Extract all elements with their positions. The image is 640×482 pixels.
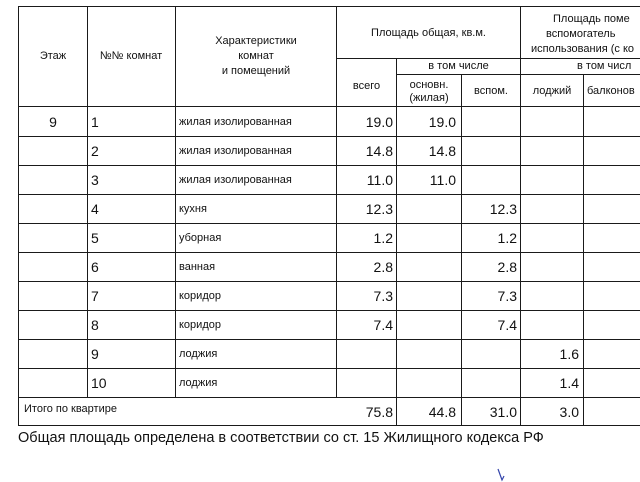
col-rule (87, 6, 88, 398)
header-total-area: Площадь общая, кв.м. (371, 27, 486, 39)
row-rule (18, 223, 640, 224)
header-characteristics-2: комнат (238, 50, 274, 62)
row-6-total: 2.8 (373, 259, 393, 275)
header-aux-area-1: Площадь поме (553, 13, 630, 25)
row-2-main: 14.8 (428, 143, 456, 159)
row-4-total: 12.3 (365, 201, 393, 217)
row-9-loggia: 1.6 (559, 346, 579, 362)
header-balcony: балконов (587, 85, 635, 97)
footnote: Общая площадь определена в соответствии со ст. 15 Жилищного кодекса РФ (18, 430, 544, 446)
header-aux-area-2: вспомогатель (546, 28, 616, 40)
row-8-total: 7.4 (373, 317, 393, 333)
row-5-total: 1.2 (373, 230, 393, 246)
header-aux: вспом. (474, 85, 508, 97)
row-8-aux: 7.4 (497, 317, 517, 333)
col-rule (583, 74, 584, 426)
col-rule (461, 74, 462, 426)
header-loggia: лоджий (532, 85, 572, 97)
row-1-name: жилая изолированная (179, 116, 292, 128)
header-characteristics-3: и помещений (221, 65, 291, 77)
row-4-no: 4 (91, 201, 99, 217)
totals-label: Итого по квартире (24, 403, 117, 415)
table-left-border (18, 6, 19, 426)
row-8-name: коридор (179, 319, 221, 331)
header-total: всего (352, 80, 381, 92)
row-1-total: 19.0 (365, 114, 393, 130)
table-bottom-border (18, 425, 640, 426)
row-1-no: 1 (91, 114, 99, 130)
row-rule (18, 252, 640, 253)
row-4-name: кухня (179, 203, 207, 215)
row-2-total: 14.8 (365, 143, 393, 159)
header-bottom-rule (18, 106, 640, 107)
row-rule (18, 136, 640, 137)
totals-aux: 31.0 (489, 404, 517, 420)
table-top-border (18, 6, 640, 7)
row-9-no: 9 (91, 346, 99, 362)
row-rule (18, 397, 640, 398)
row-7-no: 7 (91, 288, 99, 304)
header-main-1: основн. (409, 79, 449, 91)
row-1-floor: 9 (49, 114, 57, 130)
row-10-loggia: 1.4 (559, 375, 579, 391)
header-mid-rule (336, 58, 640, 59)
header-including: в том числе (428, 60, 489, 72)
row-2-name: жилая изолированная (179, 145, 292, 157)
row-2-no: 2 (91, 143, 99, 159)
row-rule (18, 281, 640, 282)
row-rule (18, 194, 640, 195)
row-rule (18, 368, 640, 369)
row-10-no: 10 (91, 375, 107, 391)
header-sub-rule-right (520, 74, 640, 75)
header-characteristics-1: Характеристики (215, 35, 297, 47)
row-3-name: жилая изолированная (179, 174, 292, 186)
row-rule (18, 339, 640, 340)
row-rule (18, 310, 640, 311)
header-including-2: в том числ (577, 60, 632, 72)
row-5-name: уборная (179, 232, 222, 244)
row-10-name: лоджия (179, 377, 218, 389)
row-7-aux: 7.3 (497, 288, 517, 304)
col-rule (396, 58, 397, 426)
totals-loggia: 3.0 (559, 404, 579, 420)
header-main-2: (жилая) (409, 92, 449, 104)
row-6-no: 6 (91, 259, 99, 275)
row-9-name: лоджия (179, 348, 218, 360)
row-6-aux: 2.8 (497, 259, 517, 275)
totals-total: 75.8 (365, 404, 393, 420)
row-3-total: 11.0 (366, 172, 393, 188)
row-rule (18, 165, 640, 166)
row-3-no: 3 (91, 172, 99, 188)
row-5-aux: 1.2 (497, 230, 517, 246)
row-7-total: 7.3 (373, 288, 393, 304)
row-1-main: 19.0 (428, 114, 456, 130)
totals-main: 44.8 (428, 404, 456, 420)
row-3-main: 11.0 (429, 172, 456, 188)
row-5-no: 5 (91, 230, 99, 246)
row-6-name: ванная (179, 261, 216, 273)
row-4-aux: 12.3 (489, 201, 517, 217)
header-sub-rule (396, 74, 520, 75)
header-aux-area-3: использования (с ко (531, 43, 635, 55)
header-floor: Этаж (39, 50, 67, 62)
header-room-no: №№ комнат (99, 50, 163, 62)
row-8-no: 8 (91, 317, 99, 333)
row-7-name: коридор (179, 290, 221, 302)
